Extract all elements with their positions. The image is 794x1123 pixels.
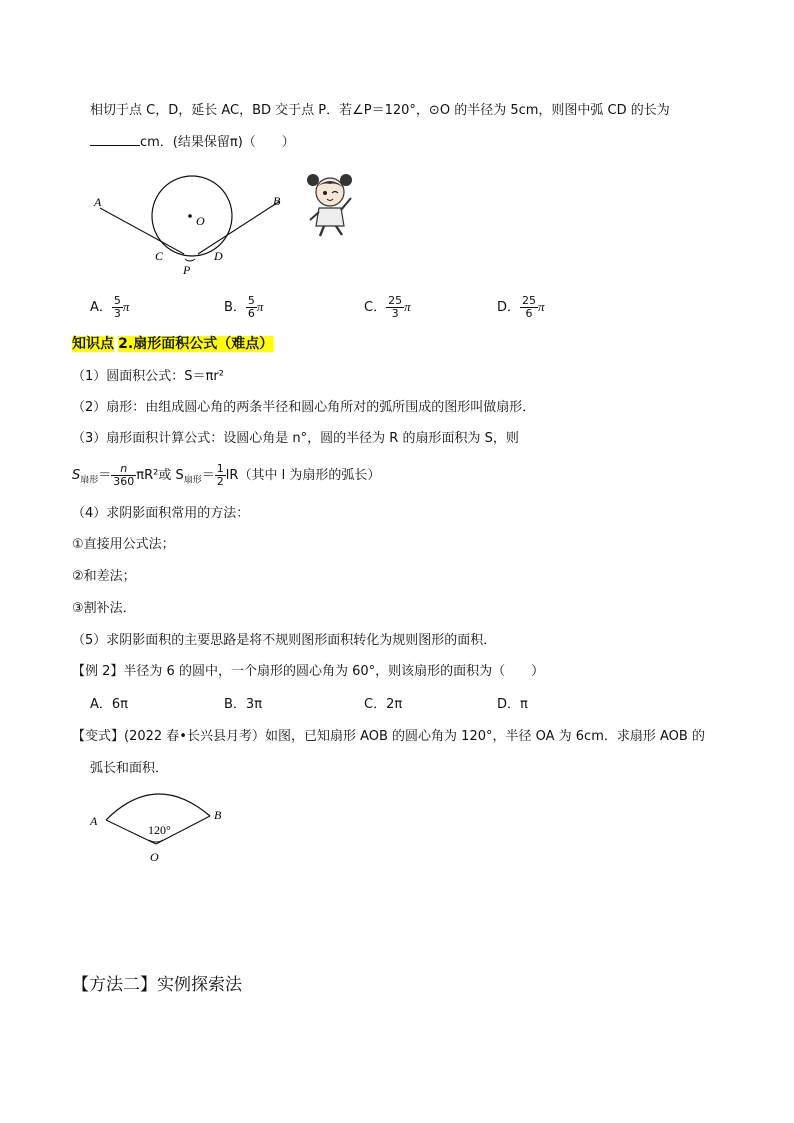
option-a[interactable]: A． $\frac{5}{3}$ π xyxy=(90,294,130,320)
angle-arc-p xyxy=(185,259,195,261)
center-point xyxy=(188,214,192,218)
kp2-item-5: （5）求阴影面积的主要思路是将不规则图形面积转化为规则图形的面积． xyxy=(72,633,497,648)
kp2-item-2: （2）扇形：由组成圆心角的两条半径和圆心角所对的弧所围成的图形叫做扇形． xyxy=(72,400,536,415)
label-b: B xyxy=(273,194,281,208)
option-c[interactable]: C． $\frac{25}{3}$ π xyxy=(364,294,411,320)
circle-o xyxy=(152,176,232,256)
label-a-sector: A xyxy=(90,814,98,828)
ex2-option-c[interactable]: C．2π xyxy=(364,697,403,712)
answer-blank[interactable] xyxy=(90,133,140,146)
question-1-line-2-text: cm．(结果保留π)（ ） xyxy=(140,135,295,150)
ex2-option-d[interactable]: D．π xyxy=(497,697,528,712)
kp2-item-1: （1）圆面积公式：S＝πr² xyxy=(72,369,224,384)
variant-question-line-1: 【变式】(2022 春•长兴县月考）如图，已知扇形 AOB 的圆心角为 120°，半径 OA 为 6cm．求扇形 AOB 的 xyxy=(72,729,705,744)
ex2-option-b[interactable]: B．3π xyxy=(224,697,263,712)
label-d: D xyxy=(214,249,223,263)
label-o-sector: O xyxy=(150,850,159,864)
option-d[interactable]: D． $\frac{25}{6}$ π xyxy=(497,294,545,320)
question-1-line-2 xyxy=(90,133,295,152)
sector-aob-figure xyxy=(86,782,236,866)
kp2-item-3: （3）扇形面积计算公式：设圆心角是 n°，圆的半径为 R 的扇形面积为 S，则 xyxy=(72,431,519,446)
label-o: O xyxy=(196,214,205,228)
label-c: C xyxy=(155,249,164,263)
example-2-question: 【例 2】半径为 6 的圆中，一个扇形的圆心角为 60°，则该扇形的面积为（ ） xyxy=(72,664,545,679)
tangent-line-ac xyxy=(100,208,184,254)
sector-area-formula: $S_{扇形}=$ $\frac{n}{360}$ πR²或 $S_{扇形}=$ $\frac{1}{2}$ lR（其中 l 为扇形的弧长） xyxy=(72,462,381,488)
kp2-method-1: ①直接用公式法； xyxy=(72,537,175,552)
label-angle-120: 120° xyxy=(148,823,171,837)
knowledge-point-2-heading: 知识点 2.扇形面积公式（难点） xyxy=(72,336,274,352)
kp2-method-3: ③割补法． xyxy=(72,601,136,616)
label-a: A xyxy=(94,195,102,209)
question-1-line-1: 相切于点 C，D，延长 AC，BD 交于点 P．若∠P＝120°，⊙O 的半径为 5cm，则图中弧 CD 的长为 xyxy=(90,103,670,118)
sector-arc xyxy=(106,794,210,820)
tangent-circle-figure xyxy=(86,168,326,280)
label-b-sector: B xyxy=(214,808,222,822)
option-b[interactable]: B． $\frac{5}{6}$ π xyxy=(224,294,264,320)
tangent-line-bd xyxy=(198,201,280,254)
kp2-item-4: （4）求阴影面积常用的方法： xyxy=(72,506,250,521)
ex2-option-a[interactable]: A．6π xyxy=(90,697,128,712)
variant-question-line-2: 弧长和面积． xyxy=(90,761,169,776)
kp2-method-2: ②和差法； xyxy=(72,569,136,584)
method-2-heading: 【方法二】实例探索法 xyxy=(72,975,242,995)
cartoon-girl-illustration xyxy=(304,172,356,240)
label-p: P xyxy=(183,263,191,277)
